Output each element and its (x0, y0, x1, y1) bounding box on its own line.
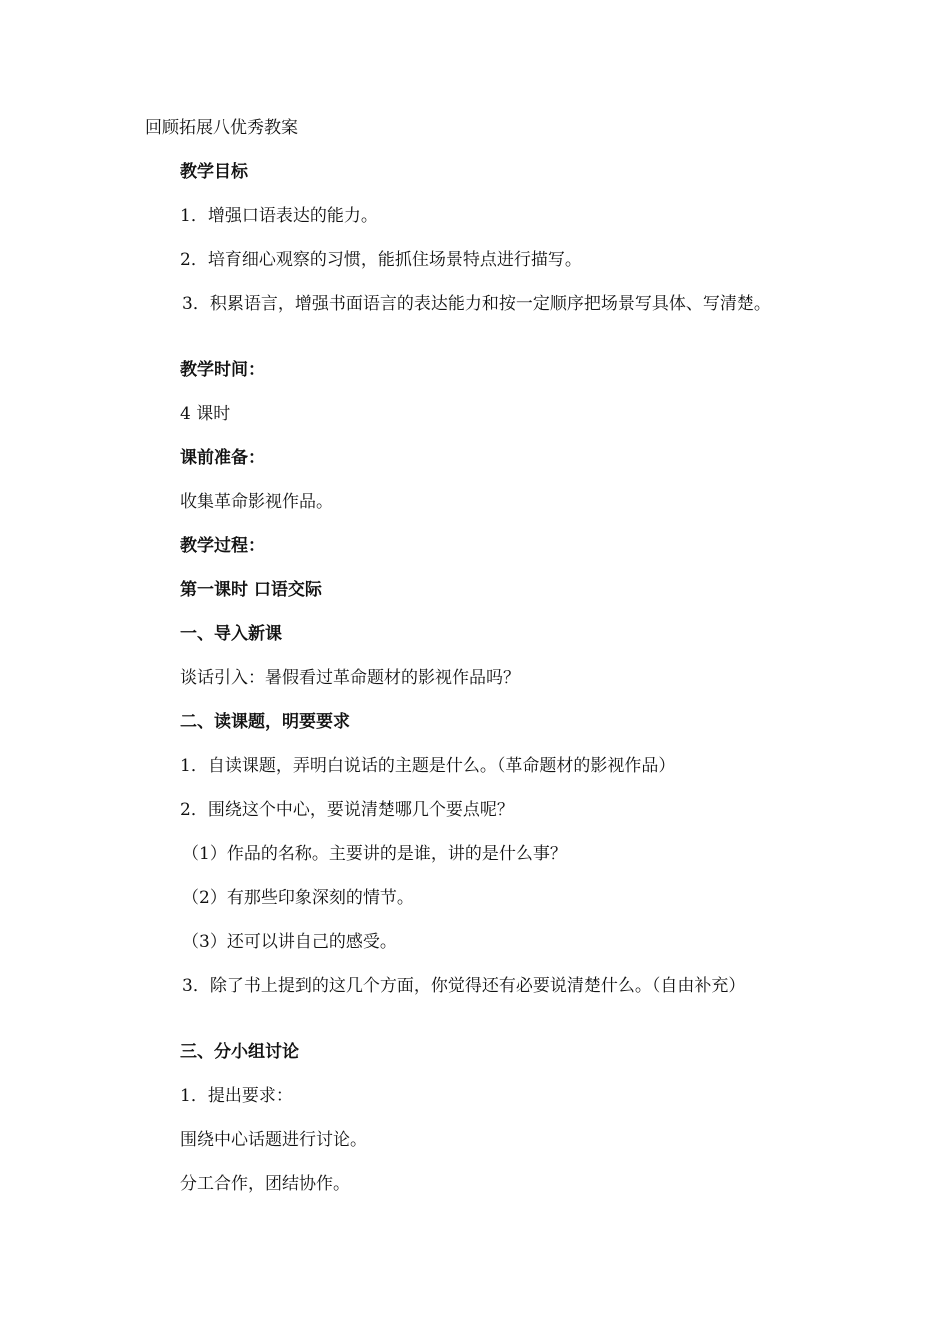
preparation-text: 收集革命影视作品。 (180, 492, 333, 512)
goal-1: 1．增强口语表达的能力。 (180, 206, 378, 226)
heading-preparation: 课前准备： (180, 448, 265, 468)
heading-group-discussion: 三、分小组讨论 (180, 1042, 299, 1062)
step-3: 3．除了书上提到的这几个方面，你觉得还有必要说清楚什么。（自由补充） (182, 976, 746, 996)
heading-teaching-time: 教学时间： (180, 360, 265, 380)
heading-teaching-goals: 教学目标 (180, 162, 248, 182)
introduction-text: 谈话引入：暑假看过革命题材的影视作品吗？ (180, 668, 520, 688)
document-title: 回顾拓展八优秀教案 (145, 118, 298, 138)
heading-lesson-1: 第一课时 口语交际 (180, 580, 322, 600)
heading-read-title: 二、读课题，明要要求 (180, 712, 350, 732)
heading-introduction: 一、导入新课 (180, 624, 282, 644)
discussion-requirement-1: 围绕中心话题进行讨论。 (180, 1130, 367, 1150)
step-2: 2．围绕这个中心，要说清楚哪几个要点呢？ (180, 800, 514, 820)
point-2: （2）有那些印象深刻的情节。 (182, 888, 414, 908)
step-1: 1．自读课题，弄明白说话的主题是什么。（革命题材的影视作品） (180, 756, 676, 776)
discussion-requirement-2: 分工合作，团结协作。 (180, 1174, 350, 1194)
goal-3: 3．积累语言，增强书面语言的表达能力和按一定顺序把场景写具体、写清楚。 (182, 294, 771, 314)
point-3: （3）还可以讲自己的感受。 (182, 932, 397, 952)
heading-process: 教学过程： (180, 536, 265, 556)
discussion-step-1: 1．提出要求： (180, 1086, 293, 1106)
teaching-time-value: 4 课时 (180, 404, 231, 424)
goal-2: 2．培育细心观察的习惯，能抓住场景特点进行描写。 (180, 250, 582, 270)
point-1: （1）作品的名称。主要讲的是谁，讲的是什么事？ (182, 844, 567, 864)
